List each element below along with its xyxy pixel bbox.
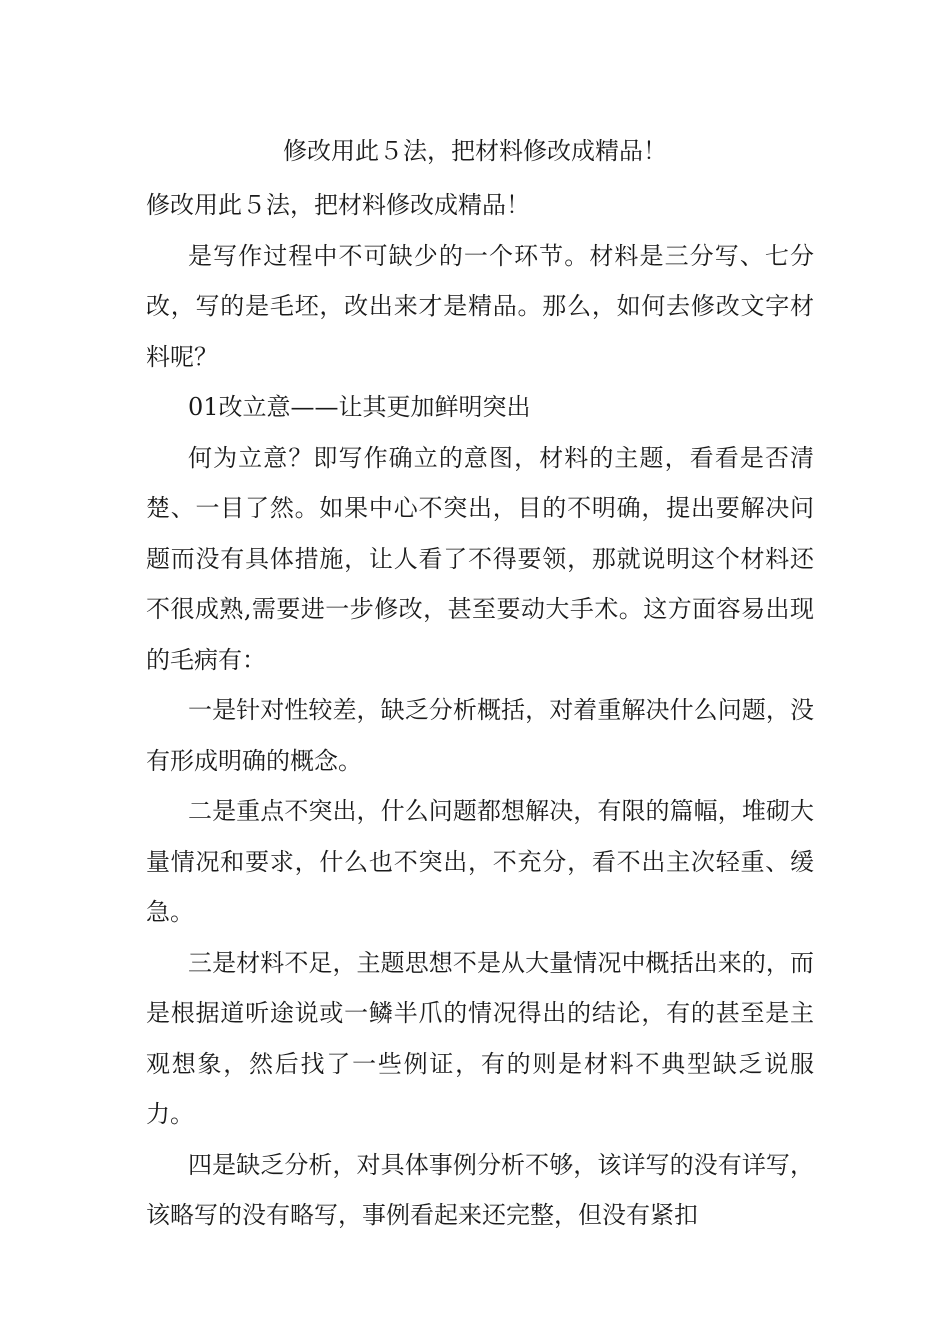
section-01-paragraph: 何为立意？即写作确立的意图，材料的主题，看看是否清楚、一目了然。如果中心不突出，目的不明确，提出要解决问题而没有具体措施，让人看了不得要领，那就说明这个材料还不很成熟,需要进一步修改，甚至要动大手术。这方面容易出现的毛病有： [146,443,814,674]
repeated-title-paragraph: 修改用此５法，把材料修改成精品！ [146,191,530,219]
intro-paragraph: 是写作过程中不可缺少的一个环节。材料是三分写、七分改，写的是毛坯，改出来才是精品。那么，如何去修改文字材料呢？ [146,241,814,371]
problem-item-1: 一是针对性较差，缺乏分析概括，对着重解决什么问题，没有形成明确的概念。 [146,696,814,775]
problem-item-3: 三是材料不足，主题思想不是从大量情况中概括出来的，而是根据道听途说或一鳞半爪的情况得出的结论，有的甚至是主观想象，然后找了一些例证，有的则是材料不典型缺乏说服力。 [146,948,814,1128]
document-body [146,180,814,1241]
document-title: 修改用此５法，把材料修改成精品！ [283,137,667,165]
problem-item-2: 二是重点不突出，什么问题都想解决，有限的篇幅，堆砌大量情况和要求，什么也不突出，不充分，看不出主次轻重、缓急。 [146,797,814,926]
section-heading-01: 01改立意——让其更加鲜明突出 [188,393,531,421]
problem-item-4: 四是缺乏分析，对具体事例分析不够，该详写的没有详写，该略写的没有略写，事例看起来还完整，但没有紧扣 [146,1150,814,1229]
